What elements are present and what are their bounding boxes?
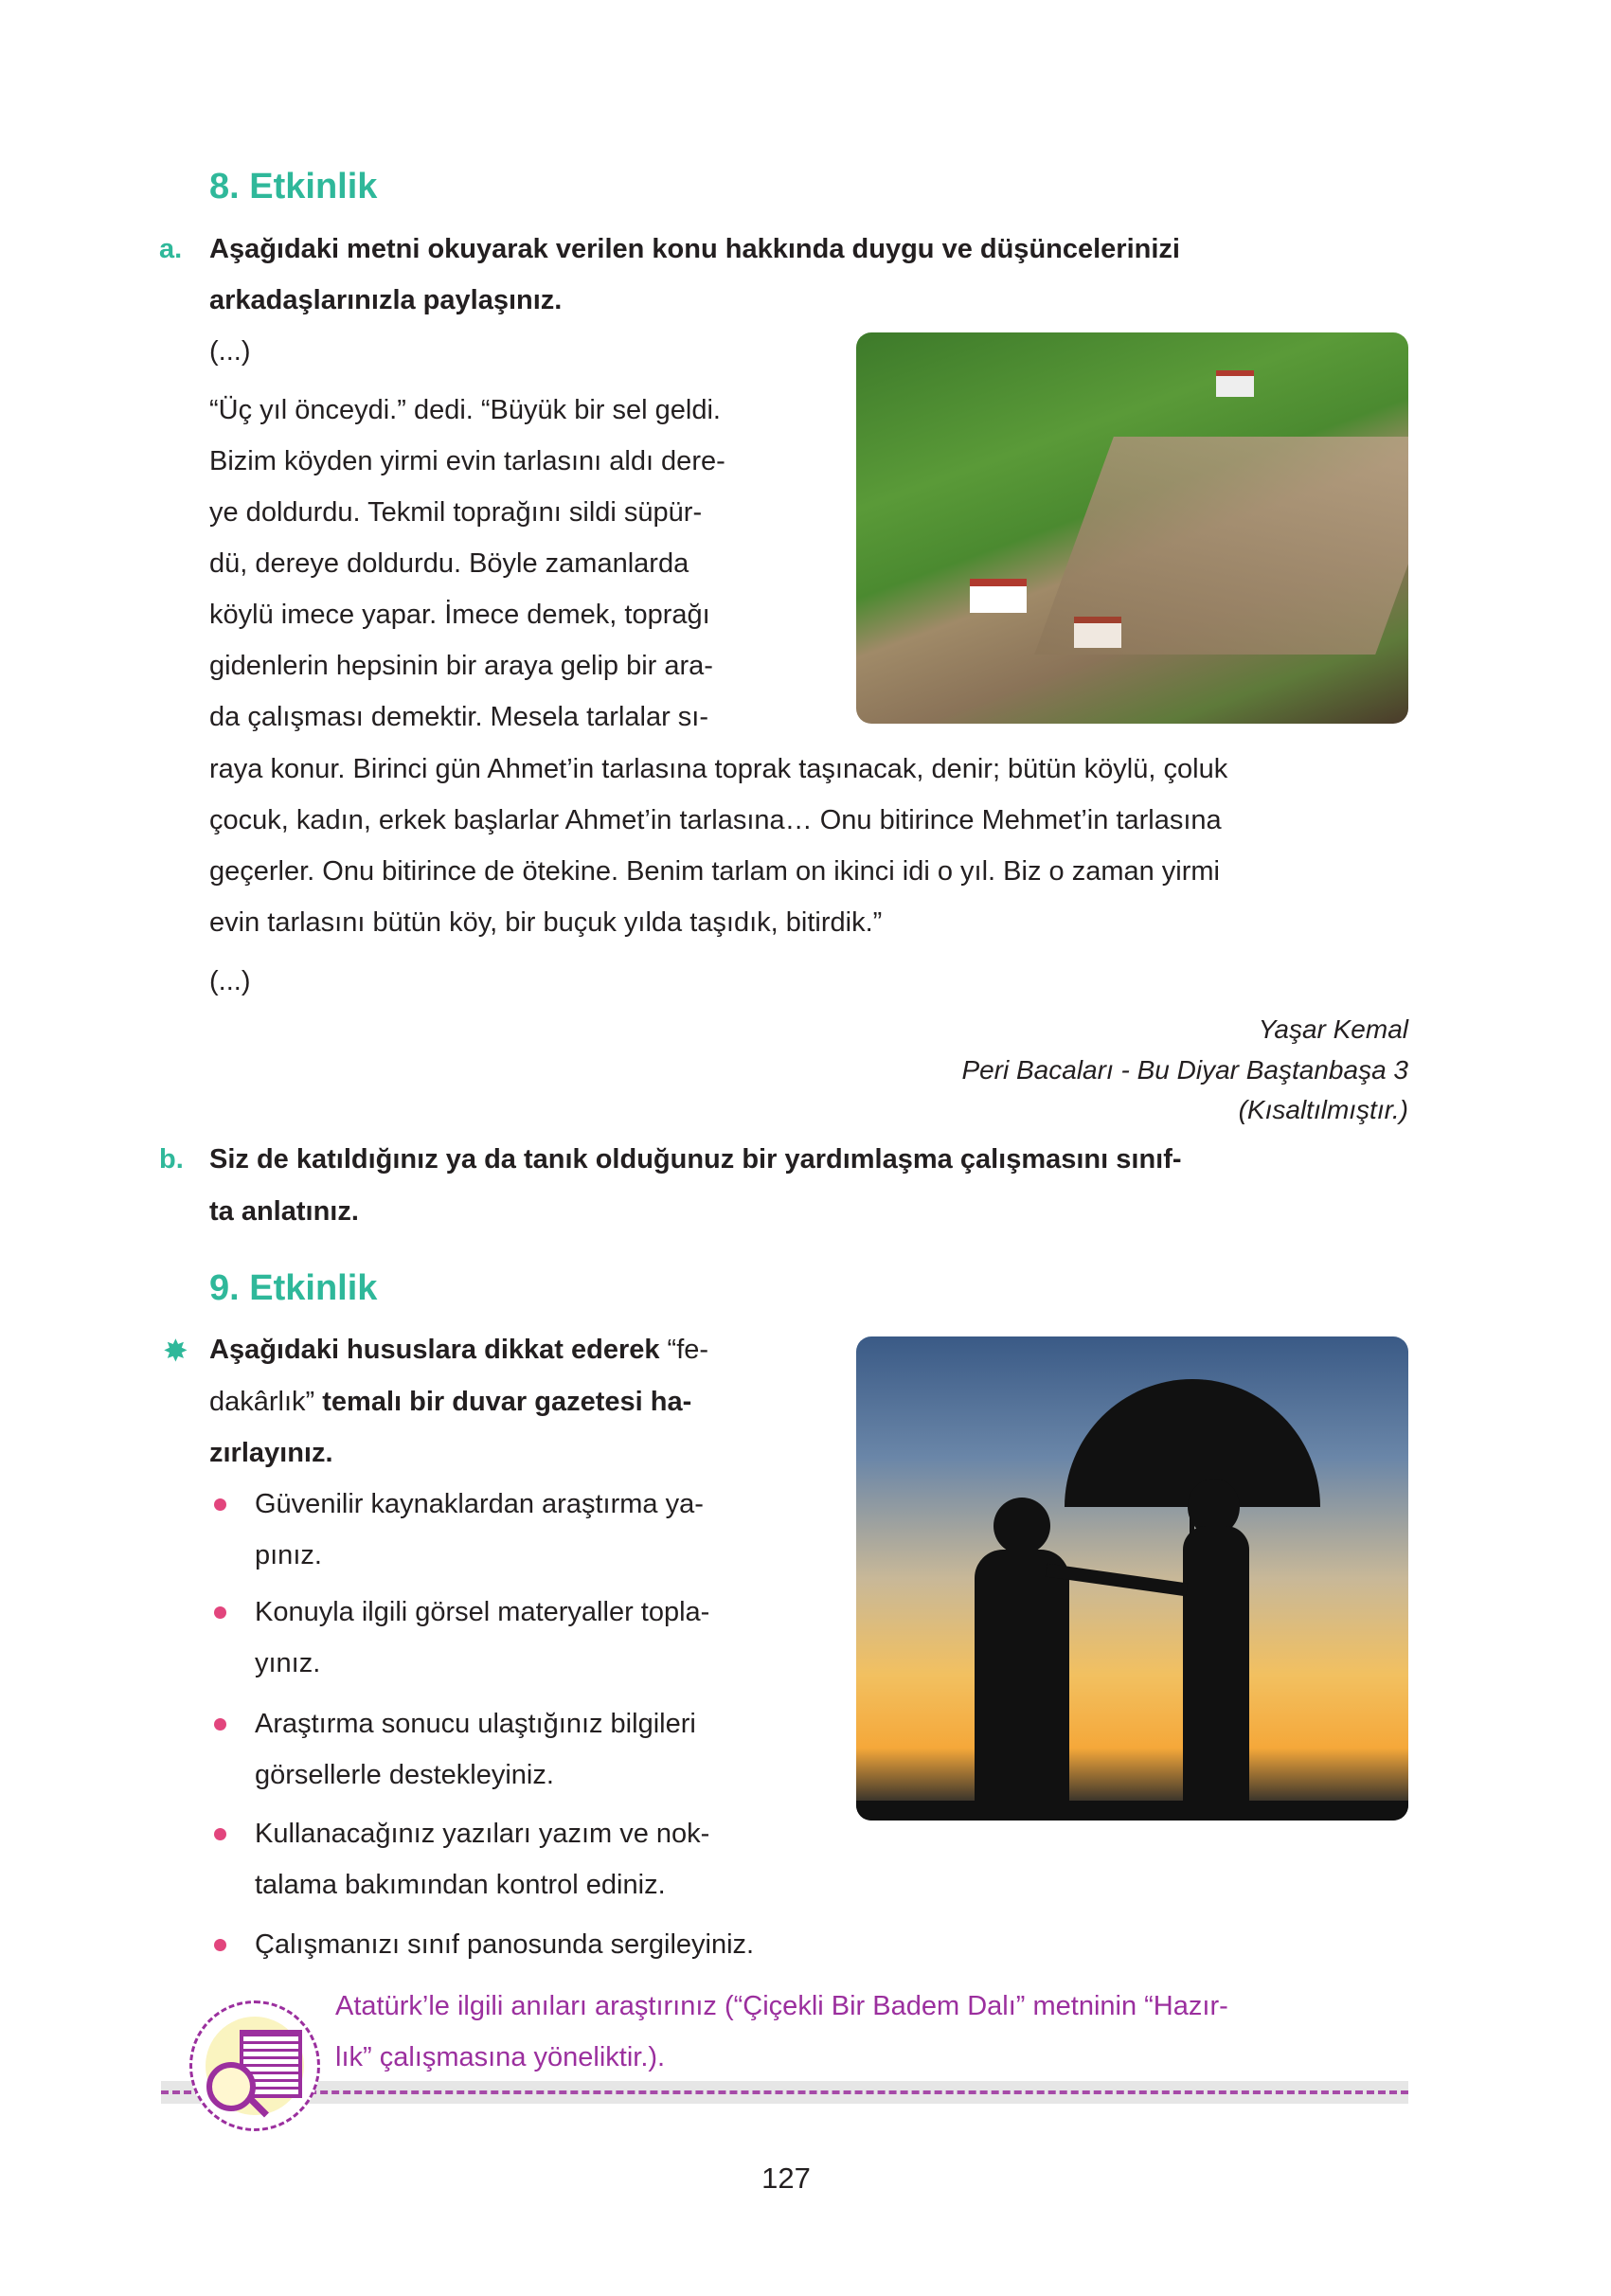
story-line: “Üç yıl önceydi.” dedi. “Büyük bir sel geldi. <box>209 395 721 425</box>
activity-9-instruction-line: Aşağıdaki hususlara dikkat ederek “fe- <box>209 1335 709 1365</box>
bullet-icon <box>214 1606 226 1619</box>
author: Yaşar Kemal <box>1258 1014 1408 1044</box>
story-line: raya konur. Birinci gün Ahmet’in tarlasına toprak taşınacak, denir; bütün köylü, çoluk <box>209 754 1228 784</box>
bullet-icon <box>214 1718 226 1731</box>
bullet-item-line: Güvenilir kaynaklardan araştırma ya- <box>255 1489 704 1519</box>
starburst-icon: ✸ <box>163 1334 188 1368</box>
bullet-item-line: Kullanacağınız yazıları yazım ve nok- <box>255 1819 710 1849</box>
bullet-item-line: Konuyla ilgili görsel materyaller topla- <box>255 1597 710 1627</box>
research-note-line: lık” çalışmasına yöneliktir.). <box>335 2042 666 2072</box>
item-a-label: a. <box>159 234 183 264</box>
bullet-item-line: görsellerle destekleyiniz. <box>255 1760 554 1790</box>
item-a-instruction-line: arkadaşlarınızla paylaşınız. <box>209 285 563 315</box>
research-book-magnifier-icon <box>189 2000 320 2131</box>
item-b-label: b. <box>159 1144 184 1175</box>
activity-8-heading: 8. Etkinlik <box>209 167 378 206</box>
bullet-item-line: Araştırma sonucu ulaştığınız bilgileri <box>255 1709 696 1739</box>
story-line: köylü imece yapar. İmece demek, toprağı <box>209 600 710 630</box>
activity-9-instruction-line: dakârlık” temalı bir duvar gazetesi ha- <box>209 1387 692 1417</box>
research-note-line: Atatürk’le ilgili anıları araştırınız (“Çiçekli Bir Badem Dalı” metninin “Hazır- <box>335 1991 1228 2021</box>
landslide-village-photo <box>856 332 1408 724</box>
story-line: dü, dereye doldurdu. Böyle zamanlarda <box>209 548 689 579</box>
story-line: ye doldurdu. Tekmil toprağını sildi süpür- <box>209 497 703 528</box>
ellipsis: (...) <box>209 966 251 996</box>
page-number: 127 <box>761 2161 811 2195</box>
bullet-item-line: yınız. <box>255 1648 321 1678</box>
item-a-instruction-line: Aşağıdaki metni okuyarak verilen konu hakkında duygu ve düşüncelerinizi <box>209 234 1180 264</box>
dashed-divider <box>161 2090 1408 2094</box>
story-line: da çalışması demektir. Mesela tarlalar sı- <box>209 702 709 732</box>
item-b-instruction-line: Siz de katıldığınız ya da tanık olduğunuz bir yardımlaşma çalışmasını sınıf- <box>209 1144 1182 1175</box>
item-b-instruction-line: ta anlatınız. <box>209 1196 359 1227</box>
bullet-item-line: talama bakımından kontrol ediniz. <box>255 1870 666 1900</box>
story-line: geçerler. Onu bitirince de ötekine. Benim tarlam on ikinci idi o yıl. Biz o zaman yirmi <box>209 856 1220 887</box>
bullet-item-line: Çalışmanızı sınıf panosunda sergileyiniz. <box>255 1929 755 1960</box>
bullet-item-line: pınız. <box>255 1540 322 1570</box>
abridged-note: (Kısaltılmıştır.) <box>1238 1095 1408 1124</box>
umbrella-silhouette-photo <box>856 1336 1408 1821</box>
activity-9-heading: 9. Etkinlik <box>209 1268 378 1308</box>
story-line: gidenlerin hepsinin bir araya gelip bir ara- <box>209 651 713 681</box>
story-line: evin tarlasını bütün köy, bir buçuk yılda taşıdık, bitirdik.” <box>209 907 883 938</box>
activity-9-instruction-line: zırlayınız. <box>209 1438 333 1468</box>
story-line: Bizim köyden yirmi evin tarlasını aldı dere- <box>209 446 725 476</box>
story-line: çocuk, kadın, erkek başlarlar Ahmet’in tarlasına… Onu bitirince Mehmet’in tarlasına <box>209 805 1222 835</box>
bullet-icon <box>214 1498 226 1511</box>
ellipsis: (...) <box>209 336 251 367</box>
bullet-icon <box>214 1828 226 1840</box>
source-title: Peri Bacaları - Bu Diyar Baştanbaşa 3 <box>961 1055 1408 1085</box>
bullet-icon <box>214 1939 226 1951</box>
